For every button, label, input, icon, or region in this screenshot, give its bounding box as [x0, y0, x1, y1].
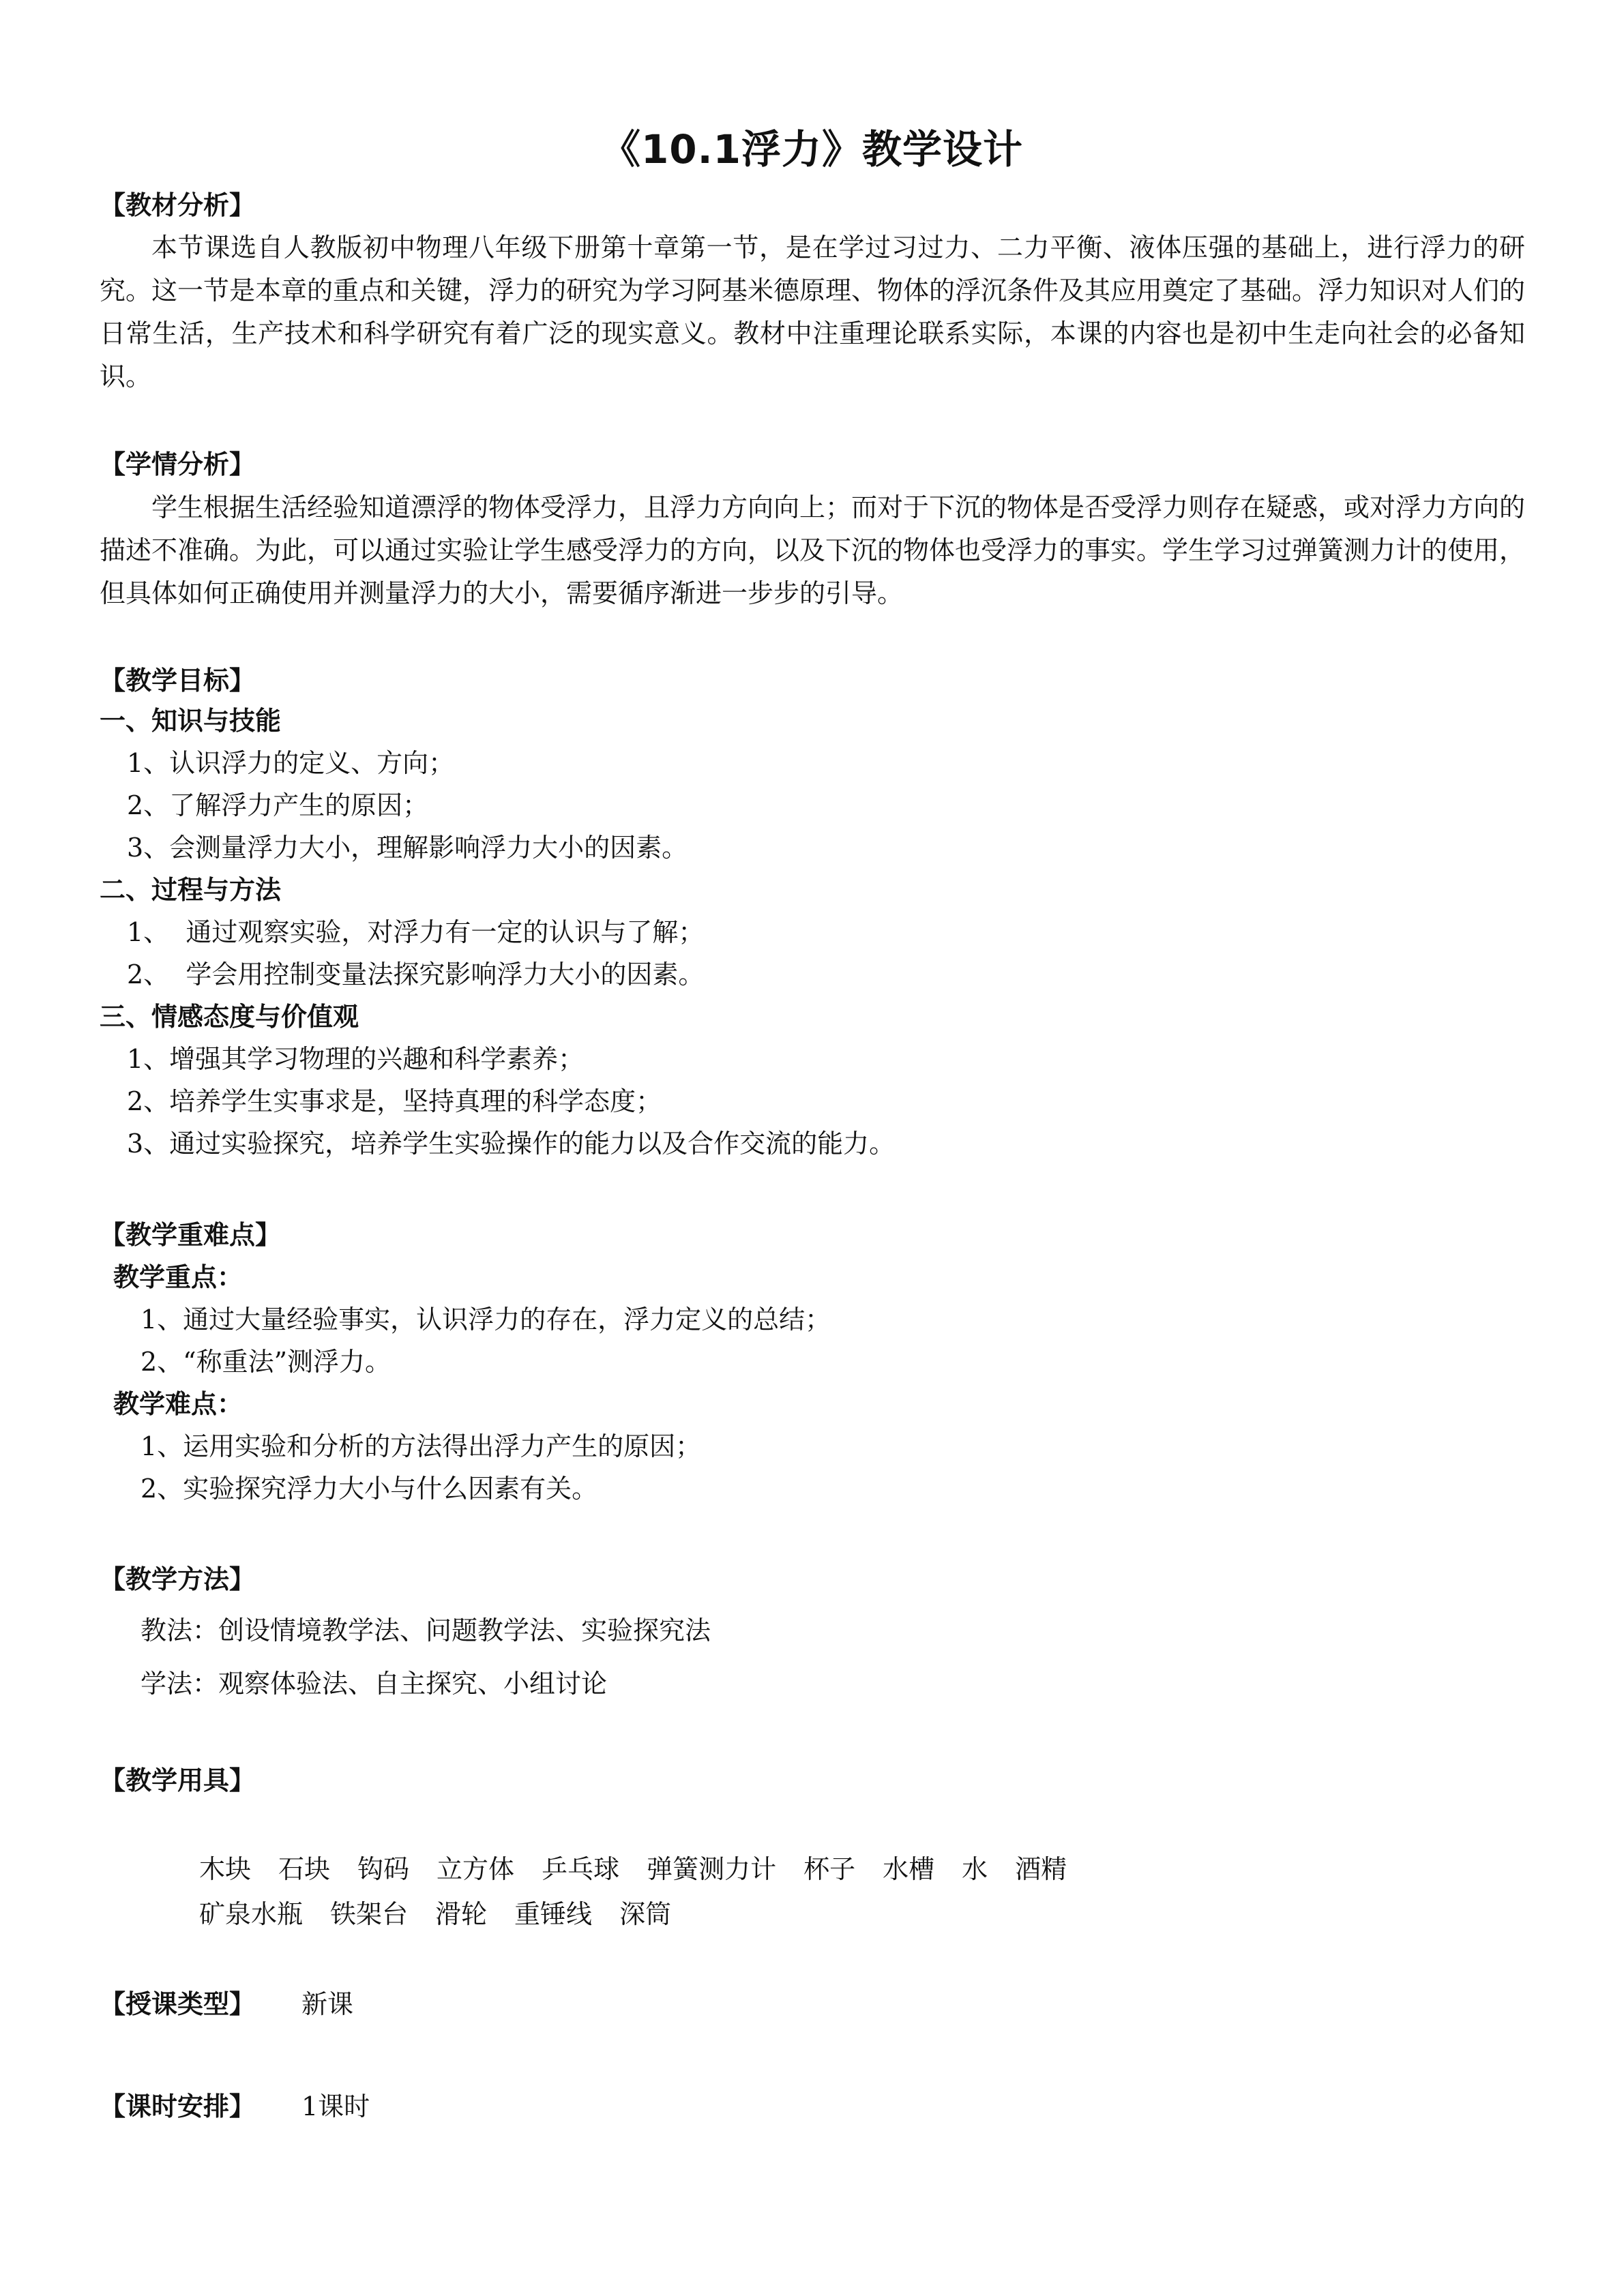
tool-item: 钩码: [357, 1854, 410, 1884]
section-heading-key-points: 【教学重难点】: [100, 1220, 282, 1250]
tool-item: 深筒: [619, 1899, 672, 1929]
tool-item: 木块: [199, 1854, 252, 1884]
objective-item: 2、培养学生实事求是，坚持真理的科学态度；: [127, 1086, 662, 1116]
tool-item: 滑轮: [435, 1899, 488, 1929]
difficulty-item: 1、运用实验和分析的方法得出浮力产生的原因；: [141, 1431, 702, 1461]
objective-item: 2、了解浮力产生的原因；: [127, 790, 429, 820]
section-heading-objectives: 【教学目标】: [100, 666, 256, 696]
tools-list: [199, 1855, 1094, 1885]
objective-item: 3、通过实验探究，培养学生实验操作的能力以及合作交流的能力。: [127, 1129, 896, 1159]
page-title: 《10.1浮力》教学设计: [600, 126, 1024, 173]
objective-item: 1、 通过观察实验，对浮力有一定的认识与了解；: [127, 917, 705, 947]
tool-item: 铁架台: [330, 1899, 409, 1929]
tools-list: [199, 1900, 698, 1930]
schedule-value: 1课时: [301, 2091, 370, 2121]
tool-item: 弹簧测力计: [647, 1854, 777, 1884]
tool-item: 石块: [278, 1854, 331, 1884]
focus-title: 教学重点：: [113, 1262, 243, 1292]
section-heading-methods: 【教学方法】: [100, 1564, 256, 1594]
objective-item: 1、认识浮力的定义、方向；: [127, 748, 455, 778]
tool-item: 水槽: [883, 1854, 935, 1884]
objective-group-title: 一、知识与技能: [100, 706, 282, 736]
tool-item: 酒精: [1015, 1854, 1067, 1884]
objective-item: 2、 学会用控制变量法探究影响浮力大小的因素。: [127, 959, 705, 989]
tool-item: 矿泉水瓶: [199, 1899, 304, 1929]
difficulty-item: 2、实验探究浮力大小与什么因素有关。: [141, 1474, 598, 1504]
section-heading-schedule: 【课时安排】: [100, 2091, 256, 2121]
objective-group-title: 三、情感态度与价值观: [100, 1002, 359, 1032]
tool-item: 重锤线: [514, 1899, 593, 1929]
section-heading-lesson-type: 【授课类型】: [100, 1989, 256, 2019]
section-heading-student-analysis: 【学情分析】: [100, 449, 256, 479]
objective-item: 1、增强其学习物理的兴趣和科学素养；: [127, 1044, 585, 1074]
teaching-method: 教法：创设情境教学法、问题教学法、实验探究法: [141, 1615, 711, 1645]
tool-item: 立方体: [437, 1854, 515, 1884]
objective-group-title: 二、过程与方法: [100, 875, 282, 905]
lesson-type-value: 新课: [301, 1989, 354, 2019]
focus-item: 2、“称重法”测浮力。: [141, 1347, 392, 1377]
objective-item: 3、会测量浮力大小，理解影响浮力大小的因素。: [127, 833, 688, 863]
section-heading-textbook-analysis: 【教材分析】: [100, 190, 256, 220]
tool-item: 杯子: [803, 1854, 856, 1884]
section-heading-tools: 【教学用具】: [100, 1765, 256, 1795]
textbook-analysis-paragraph: 本节课选自人教版初中物理八年级下册第十章第一节，是在学过习过力、二力平衡、液体压强的基础上，进行浮力的研究。这一节是本章的重点和关键，浮力的研究为学习阿基米德原理、物体的浮沉条件及其应用奠定了基础。浮力知识对人们的日常生活，生产技术和科学研究有着广泛的现实意义。教材中注重理论联系实际，本课的内容也是初中生走向社会的必备知识。: [100, 233, 1526, 391]
focus-item: 1、通过大量经验事实，认识浮力的存在，浮力定义的总结；: [141, 1304, 831, 1335]
student-analysis-paragraph: 学生根据生活经验知道漂浮的物体受浮力，且浮力方向向上；而对于下沉的物体是否受浮力则存在疑惑，或对浮力方向的描述不准确。为此，可以通过实验让学生感受浮力的方向，以及下沉的物体也受浮力的事实。学生学习过弹簧测力计的使用，但具体如何正确使用并测量浮力的大小，需要循序渐进一步步的引导。: [100, 492, 1526, 608]
learning-method: 学法：观察体验法、自主探究、小组讨论: [141, 1669, 608, 1699]
difficulty-title: 教学难点：: [113, 1389, 243, 1419]
tool-item: 乒乓球: [542, 1854, 620, 1884]
tool-item: 水: [962, 1854, 988, 1884]
